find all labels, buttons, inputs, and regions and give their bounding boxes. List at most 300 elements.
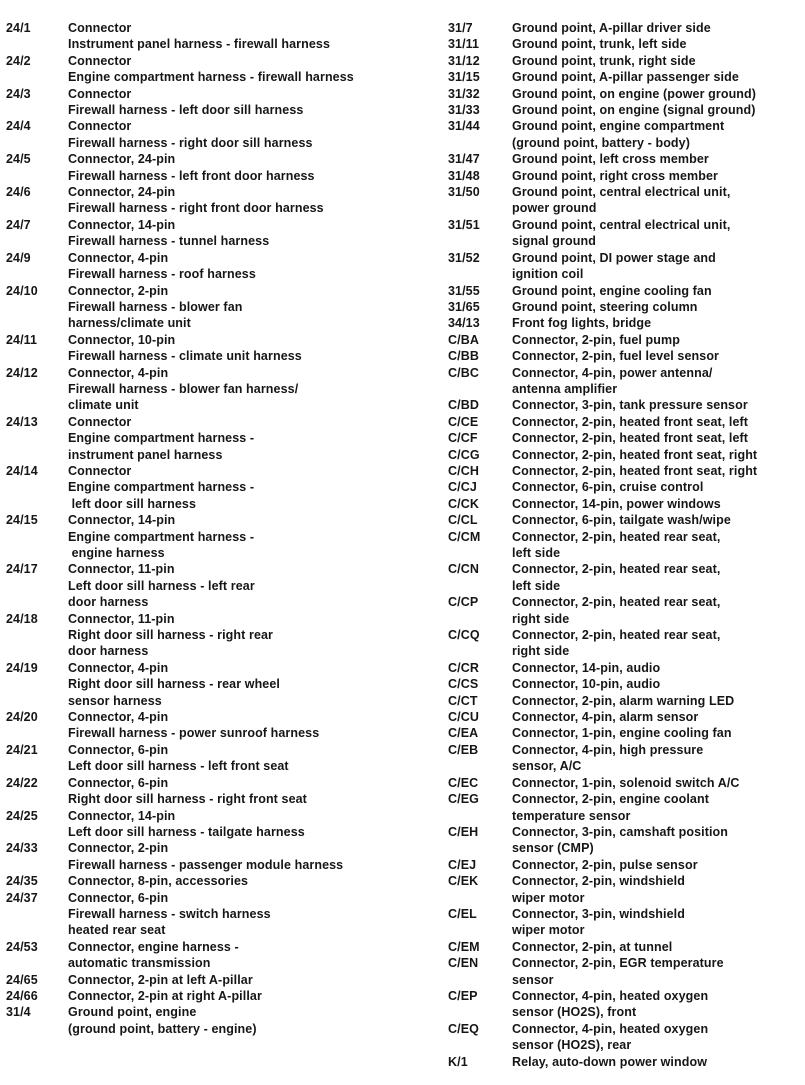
component-code: C/BD: [448, 398, 479, 413]
component-description: [512, 676, 804, 692]
component-code: 24/17: [6, 562, 38, 577]
description-line: Connector, 24-pin: [68, 152, 176, 167]
description-line: Right door sill harness - rear wheel: [68, 677, 280, 692]
legend-entry: [6, 86, 406, 119]
component-description: [512, 250, 804, 283]
description-line: Firewall harness - switch harness: [68, 906, 271, 921]
component-code: C/CU: [448, 710, 479, 725]
description-line: Firewall harness - tunnel harness: [68, 234, 270, 249]
description-line: Connector: [68, 414, 132, 429]
component-description: [512, 1021, 804, 1054]
legend-entry: [6, 217, 406, 250]
description-line: Ground point, on engine (power ground): [512, 86, 757, 101]
legend-entry: [448, 857, 804, 873]
legend-entry: [448, 86, 804, 102]
description-line: wiper motor: [512, 923, 585, 938]
legend-entry: [448, 742, 804, 775]
description-line: signal ground: [512, 234, 596, 249]
legend-entry: [448, 676, 804, 692]
component-code: C/CH: [448, 463, 479, 478]
description-line: Connector, 2-pin, heated front seat, right: [512, 447, 758, 462]
legend-entry: [6, 463, 406, 512]
legend-entry: [448, 1021, 804, 1054]
component-description: [512, 20, 804, 36]
description-line: sensor (CMP): [512, 841, 594, 856]
component-code: C/CN: [448, 562, 479, 577]
component-code: C/EB: [448, 742, 479, 757]
component-description: [68, 463, 406, 512]
description-line: Front fog lights, bridge: [512, 316, 652, 331]
component-description: [512, 742, 804, 775]
legend-entry: [6, 512, 406, 561]
legend-entry: [448, 529, 804, 562]
component-code: 31/47: [448, 152, 480, 167]
legend-entry: [6, 414, 406, 463]
description-line: Connector, 4-pin, high pressure: [512, 742, 704, 757]
description-line: Ground point, left cross member: [512, 152, 709, 167]
component-code: 31/11: [448, 37, 480, 52]
component-description: [68, 1004, 406, 1037]
description-line: Connector, 3-pin, camshaft position: [512, 824, 729, 839]
legend-entry: [6, 53, 406, 86]
component-code: 24/22: [6, 775, 38, 790]
component-code: C/CT: [448, 693, 478, 708]
component-description: [68, 365, 406, 414]
description-line: Engine compartment harness -: [68, 480, 255, 495]
component-description: [512, 529, 804, 562]
legend-entry: [448, 217, 804, 250]
component-description: [68, 118, 406, 151]
component-description: [68, 332, 406, 365]
description-line: Connector, 2-pin at right A-pillar: [68, 988, 262, 1003]
component-code: 31/55: [448, 283, 480, 298]
component-description: [68, 20, 406, 53]
description-line: power ground: [512, 201, 597, 216]
component-description: [68, 283, 406, 332]
component-code: C/EN: [448, 956, 479, 971]
description-line: Connector, 4-pin: [68, 365, 169, 380]
description-line: Firewall harness - right door sill harness: [68, 135, 313, 150]
component-description: [512, 561, 804, 594]
component-code: 31/33: [448, 103, 480, 118]
component-code: C/CP: [448, 595, 479, 610]
description-line: Firewall harness - blower fan harness/: [68, 381, 299, 396]
description-line: Ground point, DI power stage and: [512, 250, 716, 265]
component-description: [512, 627, 804, 660]
component-description: [512, 709, 804, 725]
description-line: (ground point, battery - engine): [68, 1021, 257, 1036]
component-description: [68, 775, 406, 808]
component-description: [68, 151, 406, 184]
component-description: [68, 742, 406, 775]
description-line: left door sill harness: [68, 496, 197, 511]
legend-entry: [448, 348, 804, 364]
component-description: [512, 463, 804, 479]
description-line: Connector: [68, 119, 132, 134]
component-code: 31/50: [448, 185, 480, 200]
description-line: Connector, 2-pin: [68, 283, 169, 298]
description-line: door harness: [68, 644, 149, 659]
component-description: [512, 118, 804, 151]
component-description: [512, 315, 804, 331]
legend-entry: [448, 430, 804, 446]
component-description: [512, 479, 804, 495]
legend-entry: [448, 20, 804, 36]
description-line: sensor (HO2S), front: [512, 1005, 637, 1020]
description-line: Ground point, engine: [68, 1005, 197, 1020]
component-code: 31/32: [448, 86, 480, 101]
component-code: C/EG: [448, 792, 479, 807]
component-code: C/BB: [448, 349, 479, 364]
description-line: Connector, 6-pin, cruise control: [512, 480, 704, 495]
component-description: [68, 184, 406, 217]
legend-entry: [448, 365, 804, 398]
component-code: 24/21: [6, 742, 38, 757]
component-code: C/EK: [448, 874, 479, 889]
component-description: [512, 69, 804, 85]
description-line: ignition coil: [512, 267, 584, 282]
description-line: Connector, 2-pin: [68, 841, 169, 856]
component-code: C/CR: [448, 660, 479, 675]
description-line: Ground point, engine compartment: [512, 119, 725, 134]
legend-entry: [448, 414, 804, 430]
component-description: [68, 512, 406, 561]
legend-column-right: [448, 20, 804, 1070]
legend-entry: [6, 365, 406, 414]
component-description: [68, 988, 406, 1004]
component-code: 24/2: [6, 53, 31, 68]
component-code: 24/53: [6, 939, 38, 954]
legend-entry: [448, 873, 804, 906]
description-line: Connector, 2-pin, alarm warning LED: [512, 693, 735, 708]
description-line: Firewall harness - climate unit harness: [68, 349, 302, 364]
description-line: sensor, A/C: [512, 759, 582, 774]
component-code: 24/14: [6, 463, 38, 478]
description-line: Connector, 4-pin, alarm sensor: [512, 710, 699, 725]
component-code: 31/65: [448, 299, 480, 314]
description-line: Connector, 11-pin: [68, 562, 175, 577]
component-description: [512, 299, 804, 315]
description-line: Left door sill harness - left rear: [68, 578, 255, 593]
component-description: [512, 512, 804, 528]
legend-entry: [6, 118, 406, 151]
description-line: Connector, 1-pin, engine cooling fan: [512, 726, 732, 741]
description-line: Connector, 4-pin: [68, 660, 169, 675]
description-line: Connector, 10-pin, audio: [512, 677, 661, 692]
description-line: Connector, 6-pin: [68, 890, 169, 905]
component-code: C/EC: [448, 775, 479, 790]
legend-column-left: [6, 20, 406, 1037]
component-code: 31/48: [448, 168, 480, 183]
component-description: [512, 184, 804, 217]
description-line: left side: [512, 578, 561, 593]
component-code: C/CL: [448, 513, 478, 528]
description-line: Connector, 2-pin at left A-pillar: [68, 972, 253, 987]
description-line: Connector, 3-pin, windshield: [512, 906, 685, 921]
legend-entry: [448, 151, 804, 167]
legend-entry: [6, 742, 406, 775]
legend-entry: [448, 118, 804, 151]
legend-entry: [448, 988, 804, 1021]
description-line: Ground point, A-pillar driver side: [512, 21, 711, 35]
component-code: 24/7: [6, 217, 31, 232]
component-code: 24/19: [6, 660, 38, 675]
component-code: 24/5: [6, 152, 31, 167]
description-line: Ground point, A-pillar passenger side: [512, 70, 739, 85]
component-code: 34/13: [448, 316, 480, 331]
legend-entry: [6, 873, 406, 889]
description-line: Connector, 14-pin, audio: [512, 660, 661, 675]
component-description: [512, 1054, 804, 1070]
component-description: [512, 151, 804, 167]
legend-entry: [448, 1054, 804, 1070]
legend-entry: [448, 824, 804, 857]
component-code: 24/37: [6, 890, 38, 905]
component-code: 31/15: [448, 70, 480, 85]
component-code: 24/15: [6, 513, 38, 528]
legend-entry: [448, 906, 804, 939]
description-line: Connector, 2-pin, pulse sensor: [512, 857, 698, 872]
component-description: [68, 873, 406, 889]
legend-entry: [448, 725, 804, 741]
component-code: 31/7: [448, 21, 473, 35]
legend-entry: [448, 397, 804, 413]
component-description: [68, 939, 406, 972]
description-line: Connector, 2-pin, heated front seat, left: [512, 414, 749, 429]
description-line: Connector, 24-pin: [68, 185, 176, 200]
legend-entry: [6, 151, 406, 184]
description-line: Ground point, central electrical unit,: [512, 185, 731, 200]
description-line: antenna amplifier: [512, 381, 618, 396]
component-code: 31/52: [448, 250, 480, 265]
legend-entry: [6, 250, 406, 283]
description-line: Connector: [68, 86, 132, 101]
component-description: [512, 168, 804, 184]
description-line: harness/climate unit: [68, 316, 191, 331]
description-line: Firewall harness - roof harness: [68, 267, 256, 282]
legend-entry: [448, 512, 804, 528]
description-line: Instrument panel harness - firewall harness: [68, 37, 331, 52]
description-line: Firewall harness - left front door harness: [68, 168, 315, 183]
description-line: wiper motor: [512, 890, 585, 905]
component-code: C/CE: [448, 414, 479, 429]
component-code: 24/20: [6, 710, 38, 725]
legend-entry: [6, 184, 406, 217]
component-code: 31/12: [448, 53, 480, 68]
component-description: [512, 725, 804, 741]
component-code: C/EP: [448, 988, 478, 1003]
legend-entry: [448, 184, 804, 217]
description-line: Right door sill harness - right rear: [68, 628, 274, 643]
description-line: Connector, 2-pin, heated front seat, left: [512, 431, 749, 446]
component-code: 24/13: [6, 414, 38, 429]
component-description: [68, 611, 406, 660]
component-code: C/BC: [448, 365, 479, 380]
component-description: [512, 53, 804, 69]
component-description: [68, 250, 406, 283]
component-code: 24/1: [6, 21, 31, 35]
legend-entry: [448, 561, 804, 594]
description-line: Connector, 2-pin, at tunnel: [512, 939, 673, 954]
legend-entry: [448, 627, 804, 660]
component-code: C/CJ: [448, 480, 477, 495]
description-line: Left door sill harness - left front seat: [68, 759, 289, 774]
description-line: Connector, 2-pin, EGR temperature: [512, 956, 724, 971]
component-description: [68, 414, 406, 463]
description-line: instrument panel harness: [68, 447, 223, 462]
component-description: [512, 447, 804, 463]
component-code: 24/6: [6, 185, 31, 200]
legend-entry: [448, 299, 804, 315]
legend-entry: [448, 479, 804, 495]
legend-entry: [6, 332, 406, 365]
description-line: Connector, 2-pin, heated rear seat,: [512, 562, 721, 577]
legend-entry: [6, 20, 406, 53]
legend-entry: [448, 69, 804, 85]
component-description: [512, 906, 804, 939]
component-code: C/EH: [448, 824, 479, 839]
component-description: [68, 972, 406, 988]
description-line: Connector, engine harness -: [68, 939, 239, 954]
legend-entry: [448, 168, 804, 184]
component-description: [68, 808, 406, 841]
description-line: (ground point, battery - body): [512, 135, 690, 150]
component-description: [512, 102, 804, 118]
component-description: [512, 939, 804, 955]
component-code: 31/44: [448, 119, 480, 134]
description-line: Connector, 4-pin: [68, 710, 169, 725]
description-line: Engine compartment harness -: [68, 529, 255, 544]
description-line: Engine compartment harness -: [68, 431, 255, 446]
description-line: Ground point, right cross member: [512, 168, 718, 183]
component-description: [512, 660, 804, 676]
legend-entry: [6, 890, 406, 939]
component-code: 24/35: [6, 874, 38, 889]
component-code: 24/65: [6, 972, 38, 987]
description-line: Connector, 11-pin: [68, 611, 175, 626]
legend-entry: [6, 283, 406, 332]
legend-entry: [448, 447, 804, 463]
component-description: [512, 791, 804, 824]
component-description: [512, 332, 804, 348]
description-line: Connector, 2-pin, engine coolant: [512, 792, 709, 807]
component-code: 24/10: [6, 283, 38, 298]
component-code: 24/33: [6, 841, 38, 856]
description-line: sensor (HO2S), rear: [512, 1038, 632, 1053]
description-line: Connector, 2-pin, fuel level sensor: [512, 349, 720, 364]
component-description: [512, 430, 804, 446]
component-description: [512, 365, 804, 398]
description-line: Connector: [68, 53, 132, 68]
description-line: Connector: [68, 21, 132, 35]
legend-entry: [6, 939, 406, 972]
legend-entry: [6, 972, 406, 988]
description-line: Firewall harness - passenger module harness: [68, 857, 344, 872]
component-code: C/EM: [448, 939, 480, 954]
description-line: Engine compartment harness - firewall harness: [68, 70, 354, 85]
component-description: [512, 217, 804, 250]
description-line: heated rear seat: [68, 923, 166, 938]
description-line: Connector, 2-pin, heated rear seat,: [512, 595, 721, 610]
description-line: Connector, 4-pin, power antenna/: [512, 365, 713, 380]
description-line: Firewall harness - blower fan: [68, 299, 243, 314]
component-description: [512, 397, 804, 413]
legend-entry: [448, 791, 804, 824]
component-description: [68, 86, 406, 119]
legend-entry: [448, 250, 804, 283]
description-line: Connector, 4-pin, heated oxygen: [512, 988, 709, 1003]
component-description: [512, 496, 804, 512]
component-code: C/CQ: [448, 628, 480, 643]
component-description: [512, 873, 804, 906]
component-code: C/CM: [448, 529, 481, 544]
legend-entry: [448, 315, 804, 331]
description-line: Ground point, on engine (signal ground): [512, 103, 756, 118]
component-description: [512, 857, 804, 873]
description-line: Connector: [68, 463, 132, 478]
component-code: C/EJ: [448, 857, 477, 872]
description-line: Connector, 2-pin, heated rear seat,: [512, 529, 721, 544]
component-code: 31/4: [6, 1005, 31, 1020]
description-line: Firewall harness - left door sill harness: [68, 103, 304, 118]
legend-entry: [6, 808, 406, 841]
component-description: [68, 709, 406, 742]
legend-entry: [448, 496, 804, 512]
component-code: 31/51: [448, 217, 480, 232]
legend-entry: [448, 463, 804, 479]
component-description: [512, 86, 804, 102]
component-code: 24/11: [6, 332, 38, 347]
description-line: Connector, 6-pin: [68, 742, 169, 757]
description-line: Connector, 2-pin, windshield: [512, 874, 685, 889]
legend-entry: [6, 660, 406, 709]
legend-entry: [448, 332, 804, 348]
legend-entry: [448, 693, 804, 709]
legend-entry: [448, 955, 804, 988]
description-line: Firewall harness - right front door harness: [68, 201, 324, 216]
legend-entry: [448, 102, 804, 118]
legend-entry: [448, 594, 804, 627]
legend-entry: [448, 775, 804, 791]
legend-entry: [6, 611, 406, 660]
description-line: Firewall harness - power sunroof harness: [68, 726, 320, 741]
description-line: Connector, 4-pin: [68, 250, 169, 265]
component-code: 24/9: [6, 250, 31, 265]
component-code: 24/25: [6, 808, 38, 823]
component-code: 24/4: [6, 119, 31, 134]
component-description: [512, 36, 804, 52]
legend-entry: [448, 709, 804, 725]
description-line: engine harness: [68, 546, 165, 560]
component-code: C/CK: [448, 496, 479, 511]
component-description: [512, 988, 804, 1021]
description-line: Ground point, central electrical unit,: [512, 217, 731, 232]
description-line: sensor harness: [68, 693, 162, 708]
component-description: [68, 890, 406, 939]
legend-entry: [448, 939, 804, 955]
component-description: [68, 217, 406, 250]
component-description: [68, 840, 406, 873]
description-line: sensor: [512, 972, 554, 987]
description-line: Connector, 3-pin, tank pressure sensor: [512, 398, 748, 413]
component-description: [68, 561, 406, 610]
component-description: [512, 348, 804, 364]
component-description: [512, 693, 804, 709]
description-line: Connector, 6-pin: [68, 775, 169, 790]
component-code: C/CF: [448, 431, 478, 446]
legend-entry: [6, 709, 406, 742]
description-line: Connector, 2-pin, heated rear seat,: [512, 628, 721, 643]
